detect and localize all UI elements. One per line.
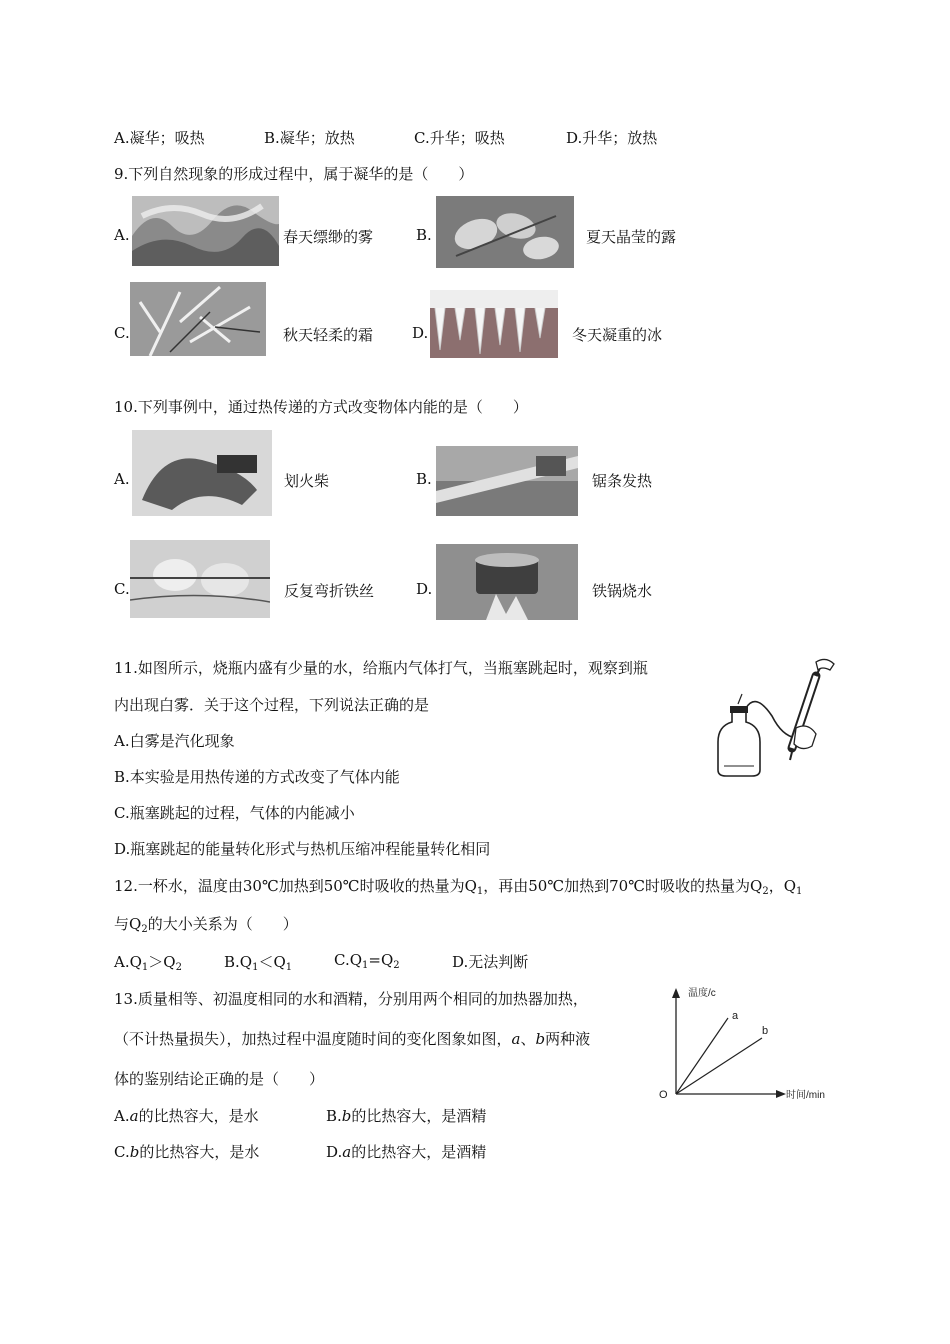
q9-letter-b: B. [416, 226, 432, 244]
q12-option-c: $C.Q_1=Q_2$ [334, 951, 400, 971]
q12-option-a: $A.Q_1>Q_2$ [114, 953, 182, 973]
graph-ylabel: 温度/c [688, 988, 716, 999]
q9-caption-c: 秋天轻柔的霜 [283, 326, 374, 344]
graph-label-a: a [732, 1010, 739, 1022]
graph-line-b [676, 1038, 762, 1094]
q9-letter-c: C. [114, 324, 130, 342]
q10-wire-image [130, 540, 270, 618]
q10-letter-d: D. [416, 580, 433, 598]
q8-option-a: A.凝华；吸热 [114, 129, 205, 147]
q9-caption-a: 春天缥缈的雾 [283, 228, 374, 246]
q11-line1: 11.如图所示，烧瓶内盛有少量的水，给瓶内气体打气，当瓶塞跳起时，观察到瓶 [114, 659, 648, 677]
q9-icicle-image [430, 290, 558, 358]
q9-caption-d: 冬天凝重的冰 [572, 326, 663, 344]
q13-line3: 体的鉴别结论正确的是（ ） [114, 1070, 325, 1088]
q10-saw-image [436, 446, 578, 516]
q12-line2: 与$Q_2$的大小关系为（ ） [114, 915, 298, 935]
q9-frost-image [130, 282, 266, 356]
q11-option-c: C.瓶塞跳起的过程，气体的内能减小 [114, 804, 355, 822]
q11-line2: 内出现白雾．关于这个过程，下列说法正确的是 [114, 696, 430, 714]
q13-option-b: B.b的比热容大，是酒精 [326, 1107, 487, 1125]
q9-dew-image [436, 196, 574, 268]
q8-option-c: C.升华；吸热 [414, 129, 505, 147]
q8-option-d: D.升华；放热 [566, 129, 658, 147]
graph-xlabel: 时间/min [786, 1090, 825, 1101]
q12-line1: 12.一杯水，温度由30℃加热到50℃时吸收的热量为$Q_1$，再由50℃加热到70℃时吸收的热量为$Q_2$，$Q_1$ [114, 877, 803, 897]
q11-flask-pump-figure [712, 656, 842, 780]
q11-option-a: A.白雾是汽化现象 [114, 732, 235, 750]
graph-line-a [676, 1018, 728, 1094]
q10-caption-b: 锯条发热 [592, 472, 653, 490]
q9-fog-image [132, 196, 279, 266]
q10-letter-c: C. [114, 580, 130, 598]
q9-letter-a: A. [114, 226, 130, 244]
q10-pot-image [436, 544, 578, 620]
graph-y-arrow [672, 988, 680, 998]
q9-letter-d: D. [412, 324, 429, 342]
q13-option-d: D.a的比热容大，是酒精 [326, 1143, 487, 1161]
q13-temperature-time-graph [656, 982, 842, 1106]
q12-option-d: D.无法判断 [452, 953, 529, 971]
graph-x-arrow [776, 1090, 786, 1098]
q10-caption-c: 反复弯折铁丝 [284, 582, 375, 600]
q10-stem: 10.下列事例中，通过热传递的方式改变物体内能的是（ ） [114, 398, 528, 416]
q10-letter-b: B. [416, 470, 432, 488]
q9-caption-b: 夏天晶莹的露 [586, 228, 677, 246]
q10-match-image [132, 430, 272, 516]
graph-label-b: b [762, 1025, 769, 1037]
q12-option-b: $B.Q_1<Q_1$ [224, 953, 293, 973]
q10-caption-d: 铁锅烧水 [592, 582, 653, 600]
q13-line2: （不计热量损失），加热过程中温度随时间的变化图象如图，a、b两种液 [114, 1030, 591, 1048]
q8-option-b: B.凝华；放热 [264, 129, 355, 147]
q10-letter-a: A. [114, 470, 130, 488]
q13-option-c: C.b的比热容大，是水 [114, 1143, 260, 1161]
q11-option-b: B.本实验是用热传递的方式改变了气体内能 [114, 768, 400, 786]
graph-origin: O [659, 1089, 668, 1101]
q13-line1: 13.质量相等、初温度相同的水和酒精，分别用两个相同的加热器加热， [114, 990, 588, 1008]
q13-option-a: A.a的比热容大，是水 [114, 1107, 259, 1125]
q9-stem: 9.下列自然现象的形成过程中，属于凝华的是（ ） [114, 165, 474, 183]
q11-option-d: D.瓶塞跳起的能量转化形式与热机压缩冲程能量转化相同 [114, 840, 491, 858]
q10-caption-a: 划火柴 [284, 472, 330, 490]
